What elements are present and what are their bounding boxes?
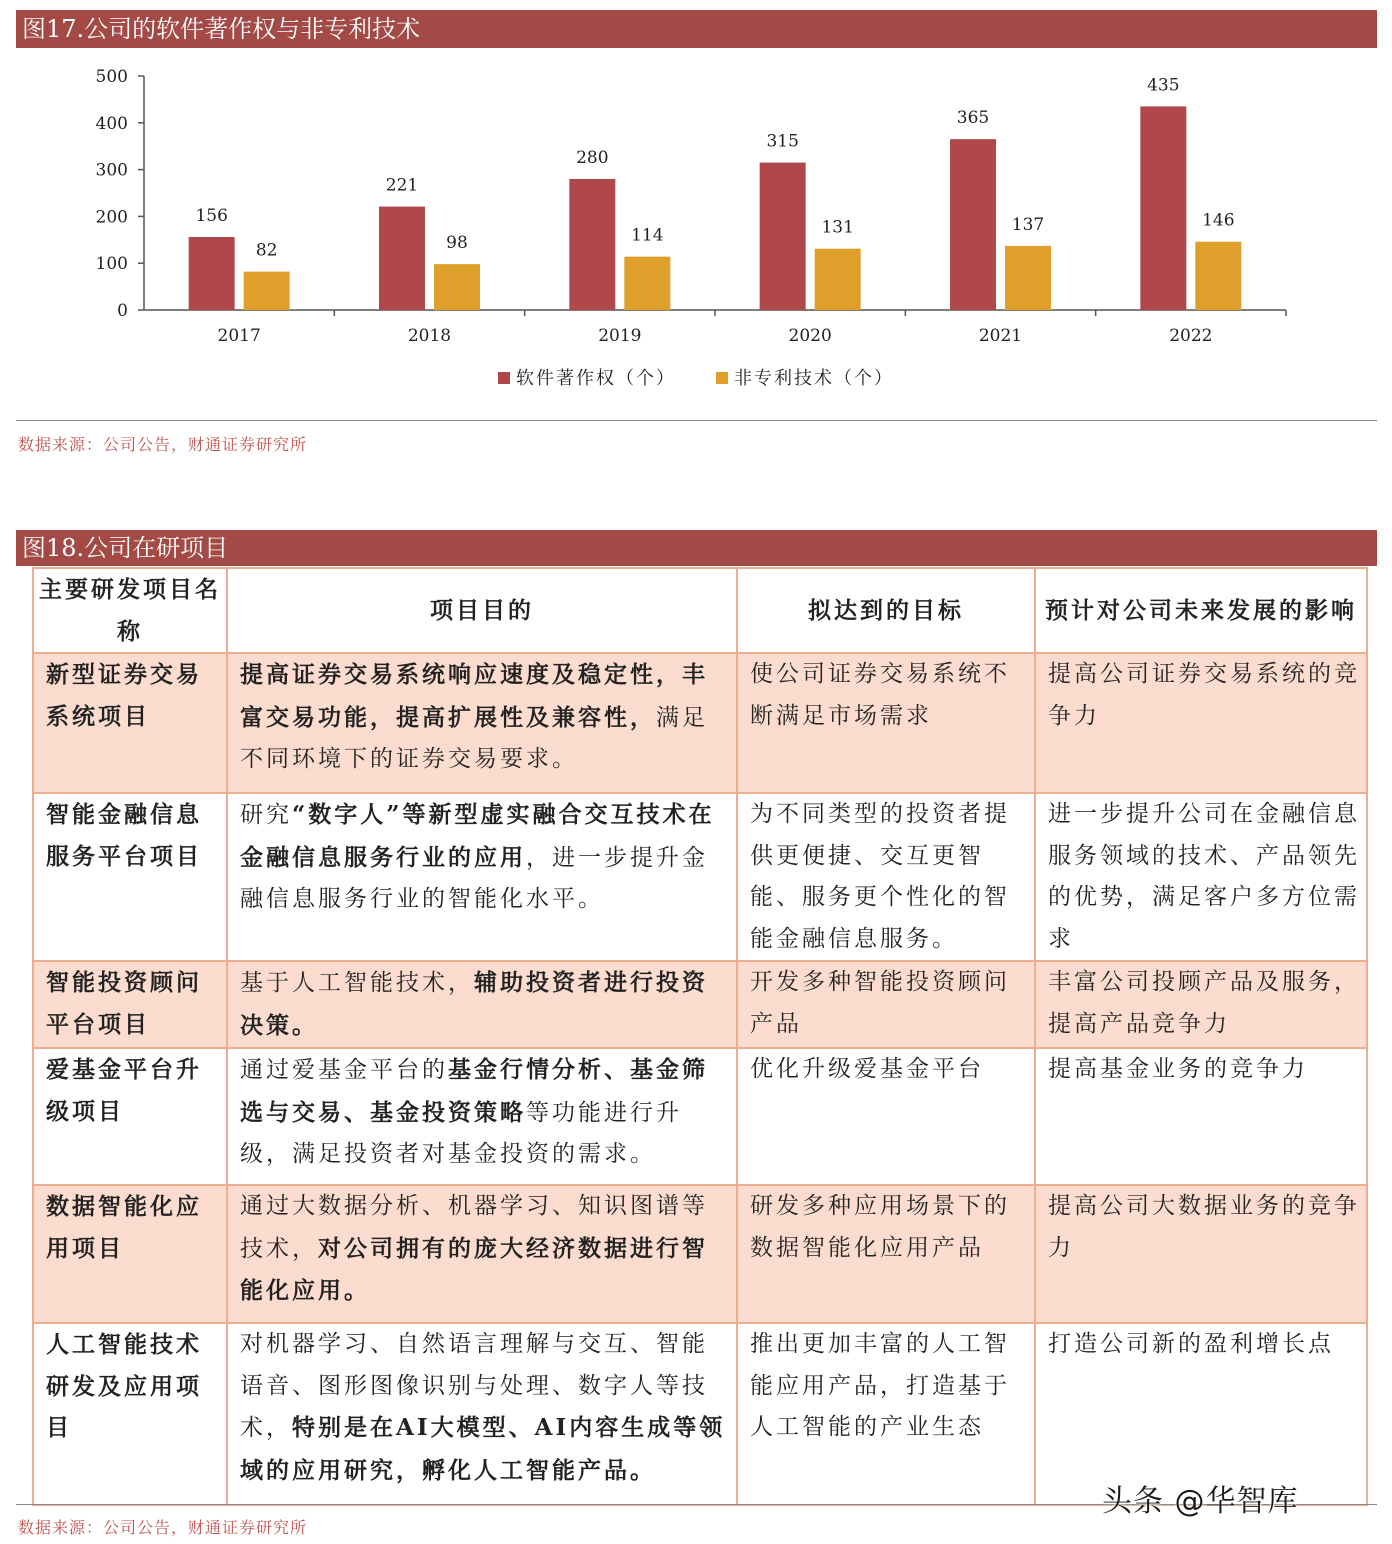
x-tick-label: 2017 <box>217 326 261 346</box>
y-tick-label: 100 <box>95 254 128 275</box>
data-label: 131 <box>821 217 854 238</box>
bar <box>434 264 480 310</box>
project-purpose: 通过大数据分析、机器学习、知识图谱等技术，对公司拥有的庞大经济数据进行智能化应用。 <box>227 1185 737 1323</box>
bar <box>244 272 290 310</box>
data-label: 221 <box>385 175 419 196</box>
data-label: 98 <box>446 233 468 254</box>
data-label: 137 <box>1011 214 1045 235</box>
project-purpose: 研究“数字人”等新型虚实融合交互技术在金融信息服务行业的应用，进一步提升金融信息服务行业的智能化水平。 <box>227 793 737 961</box>
header-goal: 拟达到的目标 <box>737 568 1035 653</box>
table-row <box>33 1048 1367 1185</box>
figure17-title: 图17.公司的软件著作权与非专利技术 <box>16 10 1377 48</box>
project-purpose: 基于人工智能技术，辅助投资者进行投资决策。 <box>227 961 737 1048</box>
data-label: 114 <box>631 225 664 246</box>
figure18-title: 图18.公司在研项目 <box>16 530 1377 566</box>
project-goal: 开发多种智能投资顾问产品 <box>737 961 1035 1048</box>
y-tick-label: 500 <box>95 67 128 87</box>
header-project-name: 主要研发项目名称 <box>33 568 227 653</box>
x-tick-label: 2021 <box>978 326 1023 346</box>
bar <box>1195 242 1241 310</box>
data-label: 365 <box>956 108 990 129</box>
data-label: 156 <box>195 205 228 226</box>
x-tick-label: 2018 <box>407 326 452 346</box>
x-tick-label: 2022 <box>1169 326 1213 346</box>
project-purpose: 对机器学习、自然语言理解与交互、智能语音、图形图像识别与处理、数字人等技术，特别是在AI大模型、AI内容生成等领域的应用研究，孵化人工智能产品。 <box>227 1323 737 1505</box>
bar <box>815 249 861 310</box>
y-tick-label: 0 <box>117 301 128 321</box>
project-impact: 丰富公司投顾产品及服务，提高产品竞争力 <box>1035 961 1367 1048</box>
figure17-source: 数据来源：公司公告，财通证券研究所 <box>18 435 308 454</box>
watermark: 头条 @华智库 <box>1102 1484 1299 1519</box>
project-name: 智能金融信息服务平台项目 <box>33 793 227 961</box>
project-name: 人工智能技术研发及应用项目 <box>33 1323 227 1505</box>
project-name: 新型证券交易系统项目 <box>33 653 227 793</box>
legend-swatch <box>498 372 510 384</box>
y-tick-label: 300 <box>95 160 128 181</box>
bar <box>569 179 615 310</box>
project-goal: 研发多种应用场景下的数据智能化应用产品 <box>737 1185 1035 1323</box>
legend-label: 软件著作权（个） <box>516 368 676 389</box>
project-name: 爱基金平台升级项目 <box>33 1048 227 1185</box>
bar <box>1140 106 1186 310</box>
chart-bars <box>189 75 1242 310</box>
legend-label: 非专利技术（个） <box>734 368 894 389</box>
data-label: 146 <box>1202 210 1235 231</box>
project-impact: 进一步提升公司在金融信息服务领域的技术、产品领先的优势，满足客户多方位需求 <box>1035 793 1367 961</box>
bar <box>760 163 806 310</box>
x-tick-label: 2020 <box>788 326 832 346</box>
figure18-source: 数据来源：公司公告，财通证券研究所 <box>18 1518 308 1537</box>
header-purpose: 项目目的 <box>227 568 737 653</box>
table-row <box>33 1185 1367 1323</box>
project-name: 数据智能化应用项目 <box>33 1185 227 1323</box>
y-axis-ticks <box>96 67 144 321</box>
chart-legend <box>498 368 894 389</box>
project-impact: 提高公司大数据业务的竞争力 <box>1035 1185 1367 1323</box>
chart-axes <box>144 76 1286 310</box>
rd-projects-table <box>32 567 1368 1506</box>
project-goal: 使公司证券交易系统不断满足市场需求 <box>737 653 1035 793</box>
divider <box>16 420 1377 421</box>
bar <box>950 139 996 310</box>
data-label: 435 <box>1147 75 1180 96</box>
table-row <box>33 961 1367 1048</box>
bar <box>1005 246 1051 310</box>
data-label: 280 <box>576 147 609 168</box>
project-impact: 提高基金业务的竞争力 <box>1035 1048 1367 1185</box>
project-purpose: 提高证券交易系统响应速度及稳定性，丰富交易功能，提高扩展性及兼容性，满足不同环境下的证券交易要求。 <box>227 653 737 793</box>
bar <box>624 257 670 310</box>
table-row <box>33 653 1367 793</box>
project-impact: 提高公司证券交易系统的竞争力 <box>1035 653 1367 793</box>
data-label: 82 <box>255 240 278 261</box>
header-impact: 预计对公司未来发展的影响 <box>1035 568 1367 653</box>
table-header-row <box>33 568 1367 653</box>
project-goal: 为不同类型的投资者提供更便捷、交互更智能、服务更个性化的智能金融信息服务。 <box>737 793 1035 961</box>
table-row <box>33 793 1367 961</box>
y-tick-label: 200 <box>95 207 128 228</box>
bar-chart <box>0 50 1392 400</box>
project-goal: 优化升级爱基金平台 <box>737 1048 1035 1185</box>
project-impact: 打造公司新的盈利增长点 <box>1035 1323 1367 1505</box>
x-axis-ticks <box>218 310 1286 346</box>
y-tick-label: 400 <box>95 113 128 134</box>
project-name: 智能投资顾问平台项目 <box>33 961 227 1048</box>
data-label: 315 <box>766 131 799 152</box>
bar <box>379 207 425 310</box>
project-purpose: 通过爱基金平台的基金行情分析、基金筛选与交易、基金投资策略等功能进行升级，满足投资者对基金投资的需求。 <box>227 1048 737 1185</box>
project-goal: 推出更加丰富的人工智能应用产品，打造基于人工智能的产业生态 <box>737 1323 1035 1505</box>
legend-swatch <box>716 372 728 384</box>
x-tick-label: 2019 <box>598 326 642 346</box>
bar <box>189 237 235 310</box>
